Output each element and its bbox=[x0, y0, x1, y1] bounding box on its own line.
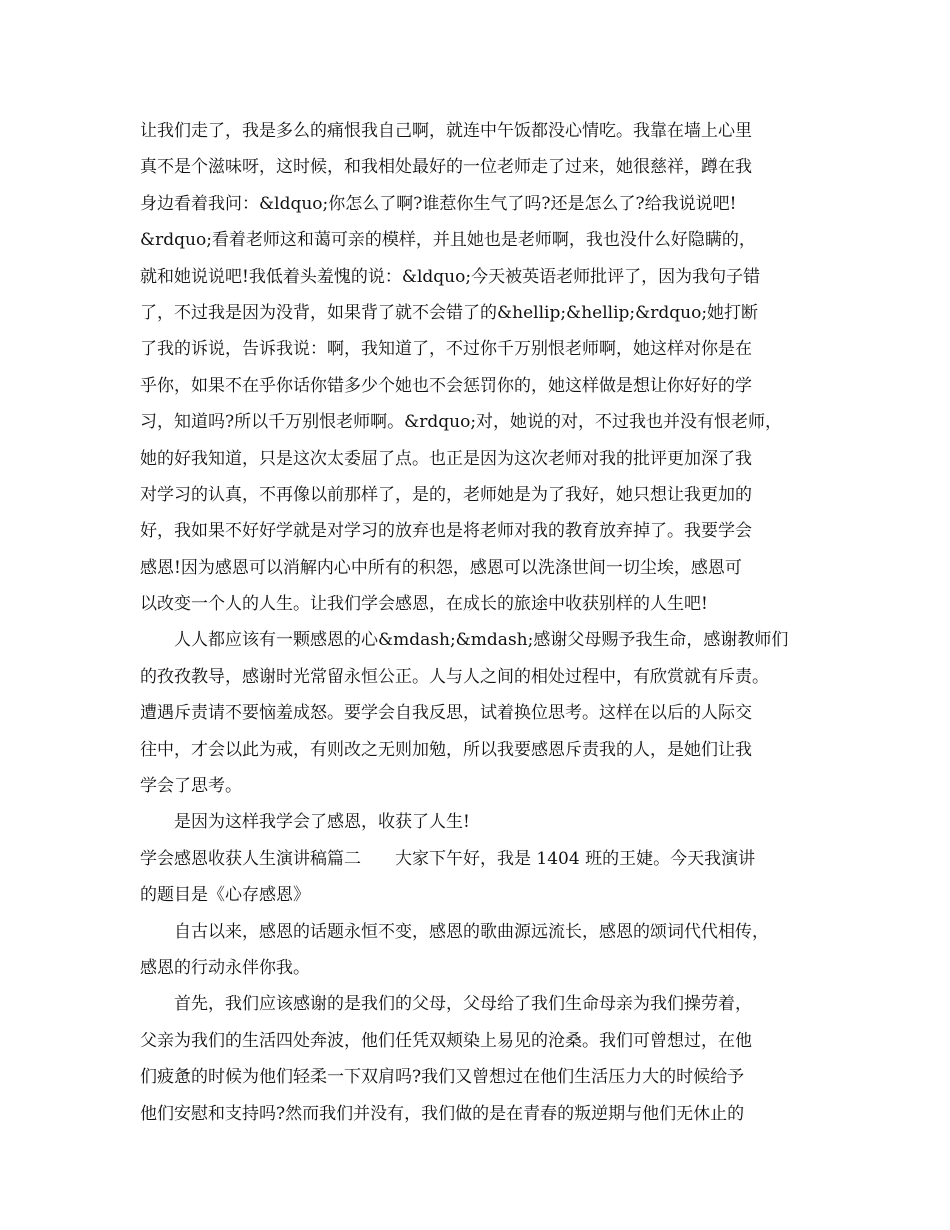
text-line: 首先，我们应该感谢的是我们的父母，父母给了我们生命母亲为我们操劳着， bbox=[174, 994, 752, 1015]
text-line: 自古以来，感恩的话题永恒不变，感恩的歌曲源远流长，感恩的颂词代代相传， bbox=[174, 921, 769, 942]
text-line: 的孜孜教导，感谢时光常留永恒公正。人与人之间的相处过程中，有欣赏就有斥责。 bbox=[140, 666, 769, 687]
text-line: 感恩!因为感恩可以消解内心中所有的积怨，感恩可以洗涤世间一切尘埃，感恩可 bbox=[140, 557, 742, 578]
text-line: 学会了思考。 bbox=[140, 776, 242, 797]
text-line: 往中，才会以此为戒，有则改之无则加勉，所以我要感恩斥责我的人，是她们让我 bbox=[140, 739, 752, 760]
section-heading-line: 学会感恩收获人生演讲稿篇二 大家下午好，我是 1404 班的王婕。今天我演讲 bbox=[140, 848, 756, 869]
text-line: 的题目是《心存感恩》 bbox=[140, 885, 310, 906]
text-line: 对学习的认真，不再像以前那样了，是的，老师她是为了我好，她只想让我更加的 bbox=[140, 484, 752, 505]
text-line: 她的好我知道，只是这次太委屈了点。也正是因为这次老师对我的批评更加深了我 bbox=[140, 448, 752, 469]
text-line: &rdquo;看着老师这和蔼可亲的模样，并且她也是老师啊，我也没什么好隐瞒的， bbox=[140, 230, 756, 251]
text-line: 身边看着我问：&ldquo;你怎么了啊?谁惹你生气了吗?还是怎么了?给我说说吧! bbox=[140, 193, 737, 214]
text-line: 乎你，如果不在乎你话你错多少个她也不会惩罚你的，她这样做是想让你好好的学 bbox=[140, 375, 752, 396]
text-line: 了我的诉说，告诉我说：啊，我知道了，不过你千万别恨老师啊，她这样对你是在 bbox=[140, 339, 752, 360]
text-line: 就和她说说吧!我低着头羞愧的说：&ldquo;今天被英语老师批评了，因为我句子错 bbox=[140, 266, 761, 287]
text-line: 习，知道吗?所以千万别恨老师啊。&rdquo;对，她说的对，不过我也并没有恨老师， bbox=[140, 412, 783, 433]
text-line: 好，我如果不好好学就是对学习的放弃也是将老师对我的教育放弃掉了。我要学会 bbox=[140, 521, 752, 542]
document-body bbox=[140, 113, 830, 1132]
text-line: 感恩的行动永伴你我。 bbox=[140, 957, 310, 978]
text-line: 了，不过我是因为没背，如果背了就不会错了的&hellip;&hellip;&rdquo;她打断 bbox=[140, 302, 759, 323]
text-line: 遭遇斥责请不要恼羞成怒。要学会自我反思，试着换位思考。这样在以后的人际交 bbox=[140, 703, 752, 724]
text-line: 是因为这样我学会了感恩，收获了人生! bbox=[174, 812, 470, 833]
text-line: 们疲惫的时候为他们轻柔一下双肩吗?我们又曾想过在他们生活压力大的时候给予 bbox=[140, 1067, 745, 1088]
text-line: 以改变一个人的人生。让我们学会感恩，在成长的旅途中收获别样的人生吧! bbox=[140, 594, 708, 615]
text-line: 让我们走了，我是多么的痛恨我自己啊，就连中午饭都没心情吃。我靠在墙上心里 bbox=[140, 121, 752, 141]
text-line: 真不是个滋味呀，这时候，和我相处最好的一位老师走了过来，她很慈祥，蹲在我 bbox=[140, 157, 752, 178]
text-line: 他们安慰和支持吗?然而我们并没有，我们做的是在青春的叛逆期与他们无休止的 bbox=[140, 1103, 745, 1124]
text-line: 父亲为我们的生活四处奔波，他们任凭双颊染上易见的沧桑。我们可曾想过，在他 bbox=[140, 1030, 752, 1051]
text-line: 人人都应该有一颗感恩的心&mdash;&mdash;感谢父母赐予我生命，感谢教师们 bbox=[174, 630, 789, 651]
